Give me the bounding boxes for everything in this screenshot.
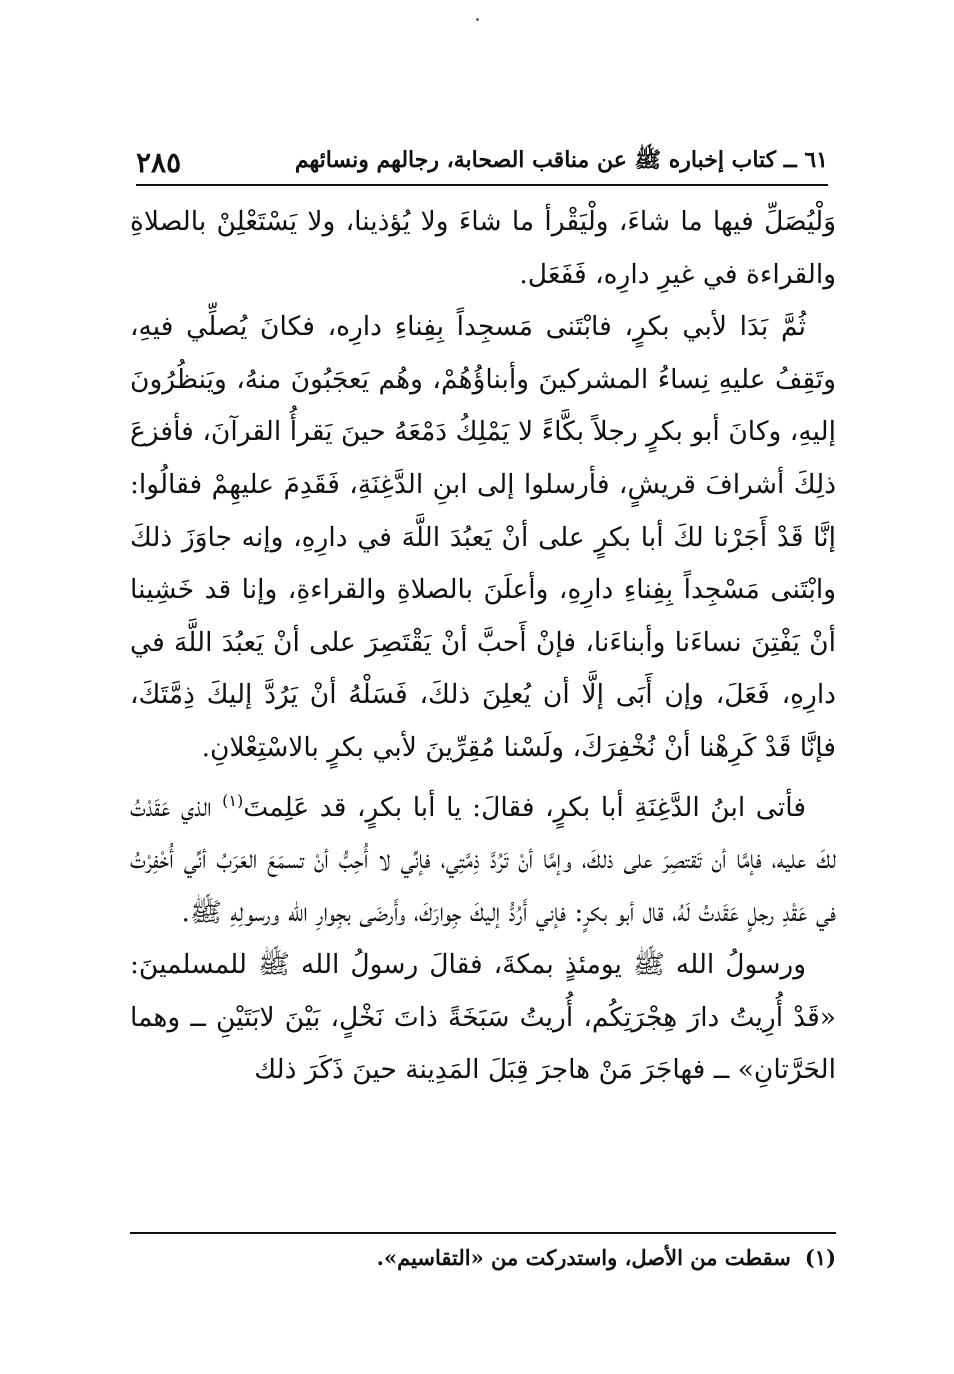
footnote — [130, 1240, 836, 1276]
paragraph-3-start: فأتى ابنُ الدَّغِنَةِ أبا بكرٍ، فقالَ: يا أبا بكرٍ، قد عَلِمتَ — [243, 791, 806, 823]
main-text — [130, 196, 836, 1097]
paragraph-2: ثُمَّ بَدَا لأبي بكرٍ، فابْتَنى مَسجِداً بِفِناءِ دارِه، فكانَ يُصلِّي فيهِ، وتَقِفُ عليهِ نِساءُ المشركينَ وأبناؤُهُمْ، وهُم يَعجَبُونَ منهُ، ويَنظُرُونَ إليهِ، وكانَ أبو بكرٍ رجلاً بكَّاءً لا يَمْلِكُ دَمْعَهُ حينَ يَقرأُ القرآنَ، فأفزعَ ذلِكَ أشرافَ قريشٍ، فأرسلوا إلى ابنِ الدَّغِنَةِ، فَقَدِمَ عليهِمْ فقالُوا: إنَّا قَدْ أَجَرْنا لكَ أبا بكرٍ على أنْ يَعبُدَ اللَّهَ في دارِهِ، وإنه جاوَزَ ذلكَ وابْتَنى مَسْجِداً بِفِناءِ دارِهِ، وأعلَنَ بالصلاةِ والقراءةِ، وإنا قد خَشِينا أنْ يَفْتِنَ نساءَنا وأبناءَنا، فإنْ أَحبَّ أنْ يَقْتَصِرَ على أنْ يَعبُدَ اللَّهَ في دارِهِ، فَعَلَ، وإن أَبَى إلَّا أن يُعلِنَ ذلكَ، فَسَلْهُ أنْ يَرُدَّ إليكَ ذِمَّتَكَ، فإنَّا قَدْ كَرِهْنا أنْ نُخْفِرَكَ، ولَسْنا مُقِرِّينَ لأبي بكرٍ بالاسْتِعْلانِ. — [130, 311, 836, 763]
paragraph-4: ورسولُ الله ﷺ يومئذٍ بمكةَ، فقالَ رسولُ الله ﷺ للمسلمينَ: «قَدْ أُرِيتُ دارَ هِجْرَتِكُم، أُريتُ سَبَخَةً ذاتَ نَخْلٍ، بَيْنَ لابَتَيْنِ ــ وهما الحَرَّتانِ» ــ فهاجَرَ مَنْ هاجرَ قِبَلَ المَدِينة حينَ ذَكَرَ ذلك — [130, 949, 836, 1086]
footnote-text: سقطت من الأصل، واستدركت من «التقاسيم». — [376, 1245, 791, 1270]
paragraph-3-rest: الذي عَقَدْتُ لكَ عليه، فإمَّا أن تَقتصِرَ على ذلكَ، وإمَّا أنْ تَرُدَّ ذِمَّتِي، فإنِّي لا أُحِبُّ أنْ تسمَعَ العَرَبُ أنِّي أُخْفِرْتُ في عَقْدِ رجلٍ عَقَدتُ لَهُ، قال أبو بكرٍ: فإني أَرُدُّ إليكَ جِوارَكَ، وأَرضَى بجِوارِ الله ورسولِهِ ﷺ. — [130, 791, 836, 928]
footnote-reference: (١) — [222, 790, 244, 810]
paragraph-1: وَلْيُصَلِّ فيها ما شاءَ، ولْيَقْرأ ما شاءَ ولا يُؤذينا، ولا يَسْتَعْلِنْ بالصلاةِ والقراءة في غيرِ دارِه، فَفَعَل. — [130, 206, 836, 290]
chapter-title: ٦١ ــ كتاب إخباره ﷺ عن مناقب الصحابة، رجالهم ونسائهم — [294, 147, 828, 173]
footnote-number: (١) — [804, 1245, 836, 1270]
top-mark — [476, 18, 479, 21]
footnote-separator — [130, 1232, 836, 1234]
running-header — [136, 140, 828, 186]
page-number: ٢٨٥ — [136, 145, 182, 179]
paragraph-3 — [130, 775, 836, 940]
